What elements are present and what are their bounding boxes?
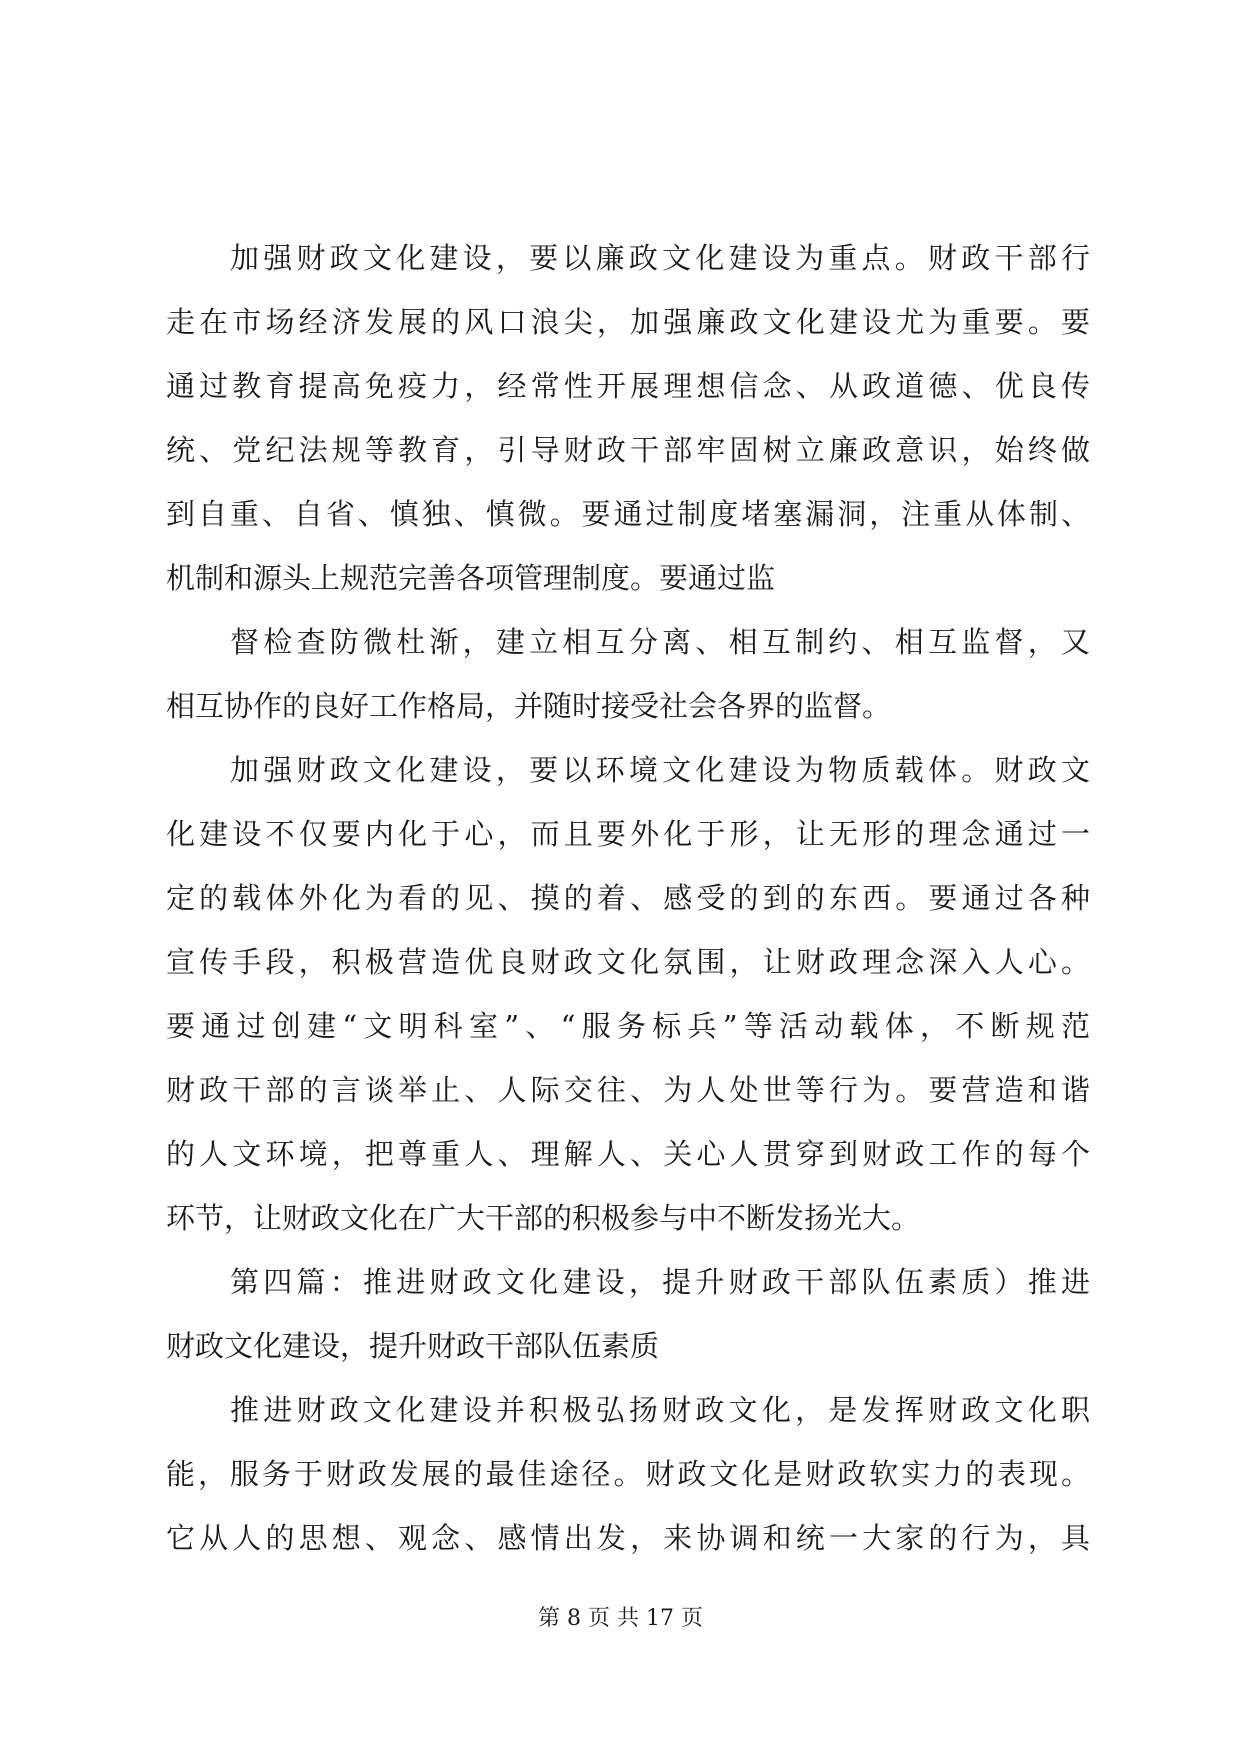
paragraph-line: 能，服务于财政发展的最佳途径。财政文化是财政软实力的表现。 [166,1457,1090,1491]
paragraph-line: 它从人的思想、观念、感情出发，来协调和统一大家的行为，具 [166,1521,1090,1555]
paragraph-line: 定的载体外化为看的见、摸的着、感受的到的东西。要通过各种 [166,881,1090,915]
body-text [166,226,1090,1570]
paragraph-line: 加强财政文化建设，要以廉政文化建设为重点。财政干部行 [230,241,1090,275]
paragraph-line: 统、党纪法规等教育，引导财政干部牢固树立廉政意识，始终做 [166,433,1090,467]
paragraph-line: 推进财政文化建设并积极弘扬财政文化，是发挥财政文化职 [230,1393,1090,1427]
paragraph-line: 财政干部的言谈举止、人际交往、为人处世等行为。要营造和谐 [166,1073,1090,1107]
paragraph-line: 要通过创建“文明科室”、“服务标兵”等活动载体，不断规范 [166,1009,1090,1043]
section-heading-line: 第四篇：推进财政文化建设，提升财政干部队伍素质）推进 [230,1265,1090,1299]
paragraph-line: 的人文环境，把尊重人、理解人、关心人贯穿到财政工作的每个 [166,1137,1090,1171]
page-number-footer: 第 8 页 共 17 页 [538,1606,703,1631]
paragraph-line: 相互协作的良好工作格局，并随时接受社会各界的监督。 [166,689,892,723]
paragraph-line: 督检查防微杜渐，建立相互分离、相互制约、相互监督，又 [230,625,1090,659]
paragraph-line: 宣传手段，积极营造优良财政文化氛围，让财政理念深入人心。 [166,945,1090,979]
section-heading-line: 财政文化建设，提升财政干部队伍素质 [166,1329,660,1363]
paragraph-line: 到自重、自省、慎独、慎微。要通过制度堵塞漏洞，注重从体制、 [166,497,1090,531]
paragraph-line: 加强财政文化建设，要以环境文化建设为物质载体。财政文 [230,753,1090,787]
paragraph-line: 通过教育提高免疫力，经常性开展理想信念、从政道德、优良传 [166,369,1090,403]
paragraph-line: 化建设不仅要内化于心，而且要外化于形，让无形的理念通过一 [166,817,1090,851]
paragraph-line: 机制和源头上规范完善各项管理制度。要通过监 [166,561,776,595]
paragraph-line: 环节，让财政文化在广大干部的积极参与中不断发扬光大。 [166,1201,921,1235]
paragraph-line: 走在市场经济发展的风口浪尖，加强廉政文化建设尤为重要。要 [166,305,1090,339]
